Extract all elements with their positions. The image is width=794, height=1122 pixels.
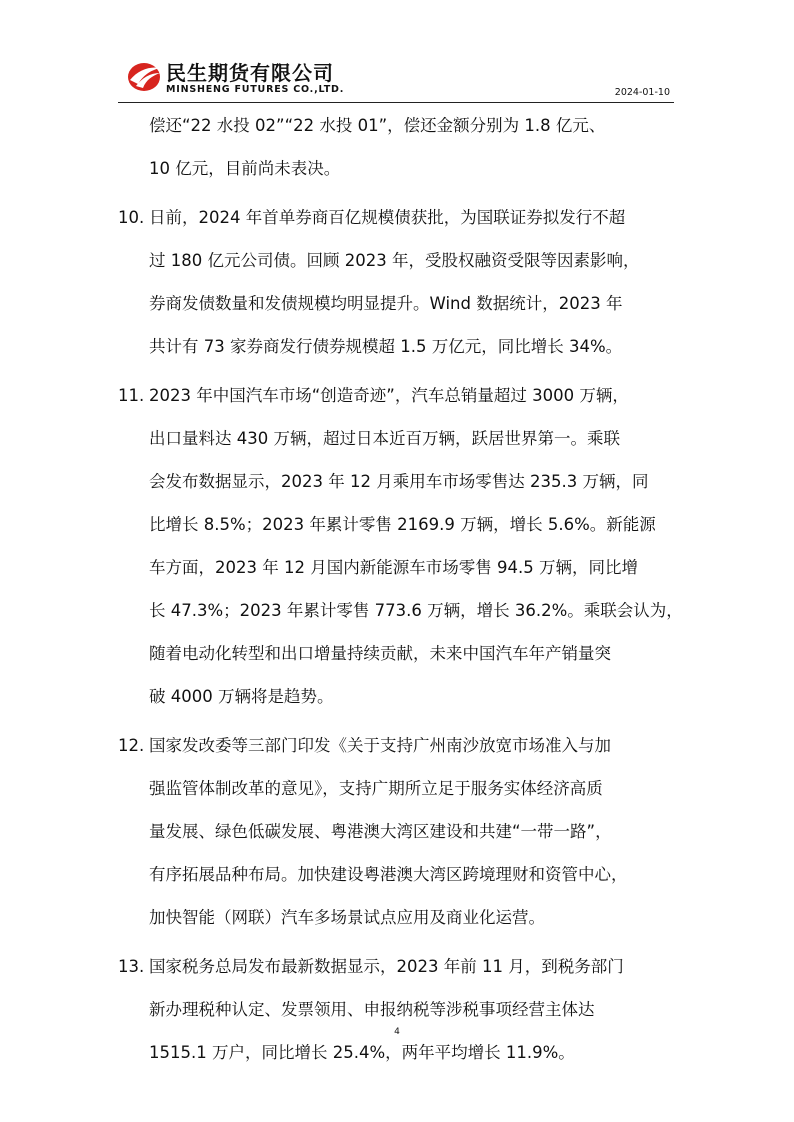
item-number: 13. bbox=[118, 957, 145, 976]
item-number: 11. bbox=[118, 386, 145, 405]
text-line: 共计有 73 家券商发行债券规模超 1.5 万亿元，同比增长 34%。 bbox=[149, 337, 623, 356]
list-item-11 bbox=[118, 374, 683, 718]
company-name-chinese: 民生期货有限公司 bbox=[166, 61, 334, 85]
text-line: 国家税务总局发布最新数据显示，2023 年前 11 月，到税务部门 bbox=[149, 957, 624, 976]
text-line: 2023 年中国汽车市场“创造奇迹”，汽车总销量超过 3000 万辆， bbox=[149, 386, 629, 405]
text-line: 长 47.3%；2023 年累计零售 773.6 万辆，增长 36.2%。乘联会认为， bbox=[149, 601, 683, 620]
text-line: 新办理税种认定、发票领用、申报纳税等涉税事项经营主体达 bbox=[149, 1000, 595, 1019]
text-line: 过 180 亿元公司债。回顾 2023 年，受股权融资受限等因素影响， bbox=[149, 251, 640, 270]
text-line: 破 4000 万辆将是趋势。 bbox=[149, 687, 334, 706]
text-line: 券商发债数量和发债规模均明显提升。Wind 数据统计，2023 年 bbox=[149, 294, 623, 313]
text-line: 车方面，2023 年 12 月国内新能源车市场零售 94.5 万辆，同比增 bbox=[149, 558, 638, 577]
text-line: 出口量料达 430 万辆，超过日本近百万辆，跃居世界第一。乘联 bbox=[149, 429, 620, 448]
list-item-13 bbox=[118, 945, 678, 1074]
text-line: 加快智能（网联）汽车多场景试点应用及商业化运营。 bbox=[149, 908, 545, 927]
item-number: 12. bbox=[118, 736, 145, 755]
text-line: 日前，2024 年首单券商百亿规模债获批，为国联证券拟发行不超 bbox=[149, 208, 626, 227]
text-line: 10 亿元，目前尚未表决。 bbox=[149, 159, 341, 178]
page-number: 4 bbox=[394, 1027, 400, 1037]
text-line: 随着电动化转型和出口增量持续贡献，未来中国汽车年产销量突 bbox=[149, 644, 611, 663]
item-number: 10. bbox=[118, 208, 145, 227]
continuation-paragraph bbox=[118, 104, 678, 190]
minsheng-logo-icon bbox=[126, 58, 162, 94]
list-item-10 bbox=[118, 196, 678, 368]
text-line: 偿还“22 水投 02”“22 水投 01”，偿还金额分别为 1.8 亿元、 bbox=[149, 116, 606, 135]
header-divider bbox=[118, 102, 674, 103]
text-line: 比增长 8.5%；2023 年累计零售 2169.9 万辆，增长 5.6%。新能源 bbox=[149, 515, 656, 534]
text-line: 1515.1 万户，同比增长 25.4%，两年平均增长 11.9%。 bbox=[149, 1043, 575, 1062]
text-line: 国家发改委等三部门印发《关于支持广州南沙放宽市场准入与加 bbox=[149, 736, 611, 755]
text-line: 有序拓展品种布局。加快建设粤港澳大湾区跨境理财和资管中心， bbox=[149, 865, 628, 884]
list-item-12 bbox=[118, 724, 678, 939]
page-header bbox=[118, 48, 674, 104]
header-date: 2024-01-10 bbox=[614, 87, 670, 98]
text-line: 量发展、绿色低碳发展、粤港澳大湾区建设和共建“一带一路”， bbox=[149, 822, 612, 841]
text-line: 强监管体制改革的意见》，支持广期所立足于服务实体经济高质 bbox=[149, 779, 603, 798]
document-body bbox=[118, 104, 683, 1074]
company-name-english: MINSHENG FUTURES CO.,LTD. bbox=[166, 84, 345, 95]
text-line: 会发布数据显示，2023 年 12 月乘用车市场零售达 235.3 万辆，同 bbox=[149, 472, 649, 491]
